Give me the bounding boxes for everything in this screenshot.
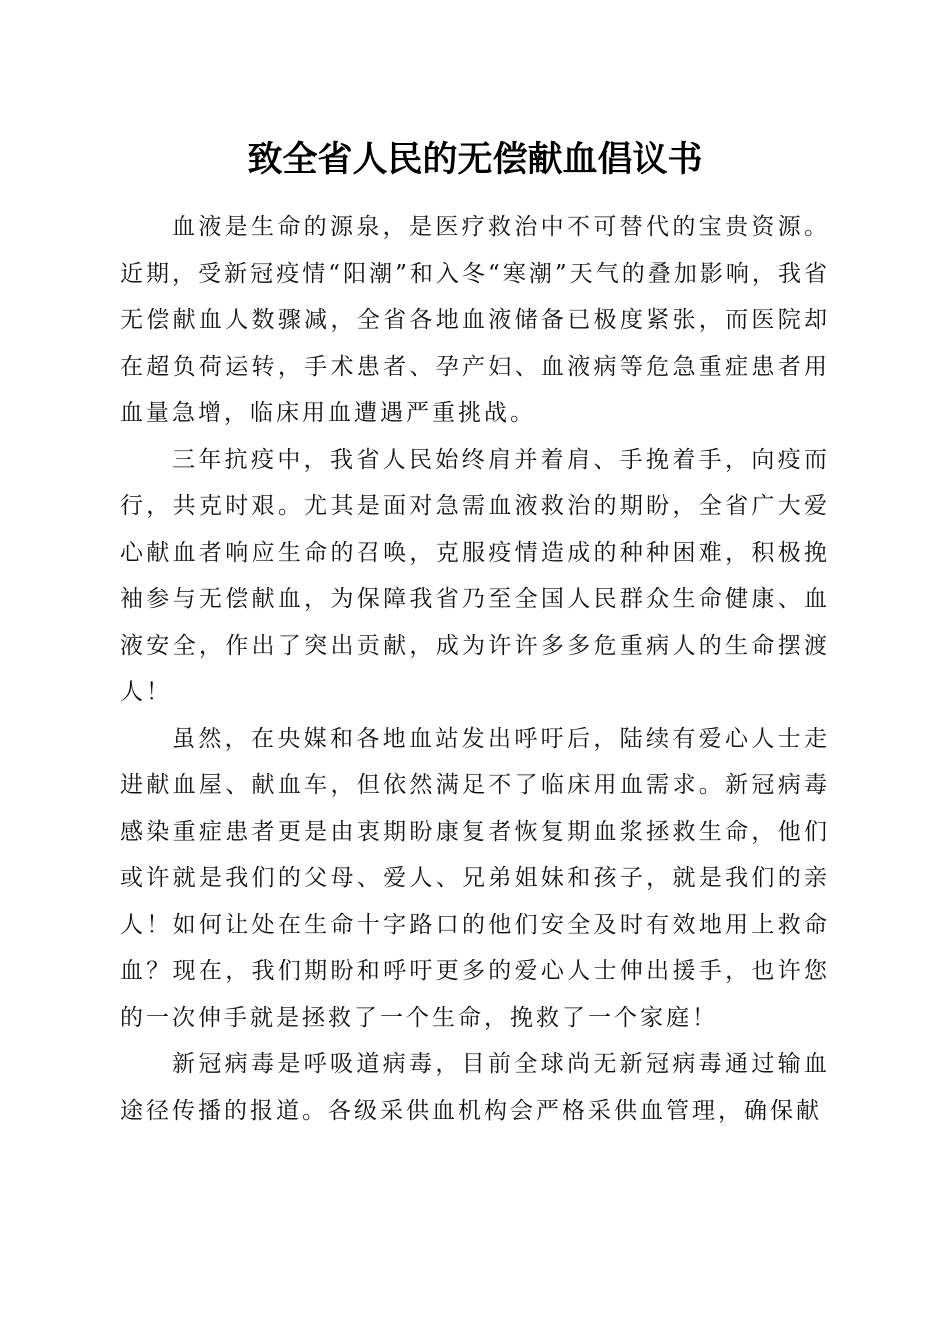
paragraph-4: 新冠病毒是呼吸道病毒，目前全球尚无新冠病毒通过输血途径传播的报道。各级采供血机构会严格采供血管理，确保献 [120, 1051, 830, 1124]
document-body [120, 204, 830, 1134]
paragraph-2: 三年抗疫中，我省人民始终肩并着肩、手挽着手，向疫而行，共克时艰。尤其是面对急需血液救治的期盼，全省广大爱心献血者响应生命的召唤，克服疫情造成的种种困难，积极挽袖参与无偿献血，为保障我省乃至全国人民群众生命健康、血液安全，作出了突出贡献，成为许许多多危重病人的生命摆渡人！ [120, 446, 830, 705]
paragraph-3: 虽然，在央媒和各地血站发出呼吁后，陆续有爱心人士走进献血屋、献血车，但依然满足不了临床用血需求。新冠病毒感染重症患者更是由衷期盼康复者恢复期血浆拯救生命，他们或许就是我们的父母、爱人、兄弟姐妹和孩子，就是我们的亲人！如何让处在生命十字路口的他们安全及时有效地用上救命血？现在，我们期盼和呼吁更多的爱心人士伸出援手，也许您的一次伸手就是拯救了一个生命，挽救了一个家庭！ [120, 725, 830, 1031]
document-title: 致全省人民的无偿献血倡议书 [247, 139, 703, 180]
paragraph-1: 血液是生命的源泉，是医疗救治中不可替代的宝贵资源。近期，受新冠疫情“阳潮”和入冬“寒潮”天气的叠加影响，我省无偿献血人数骤减，全省各地血液储备已极度紧张，而医院却在超负荷运转，手术患者、孕产妇、血液病等危急重症患者用血量急增，临床用血遭遇严重挑战。 [120, 214, 830, 426]
